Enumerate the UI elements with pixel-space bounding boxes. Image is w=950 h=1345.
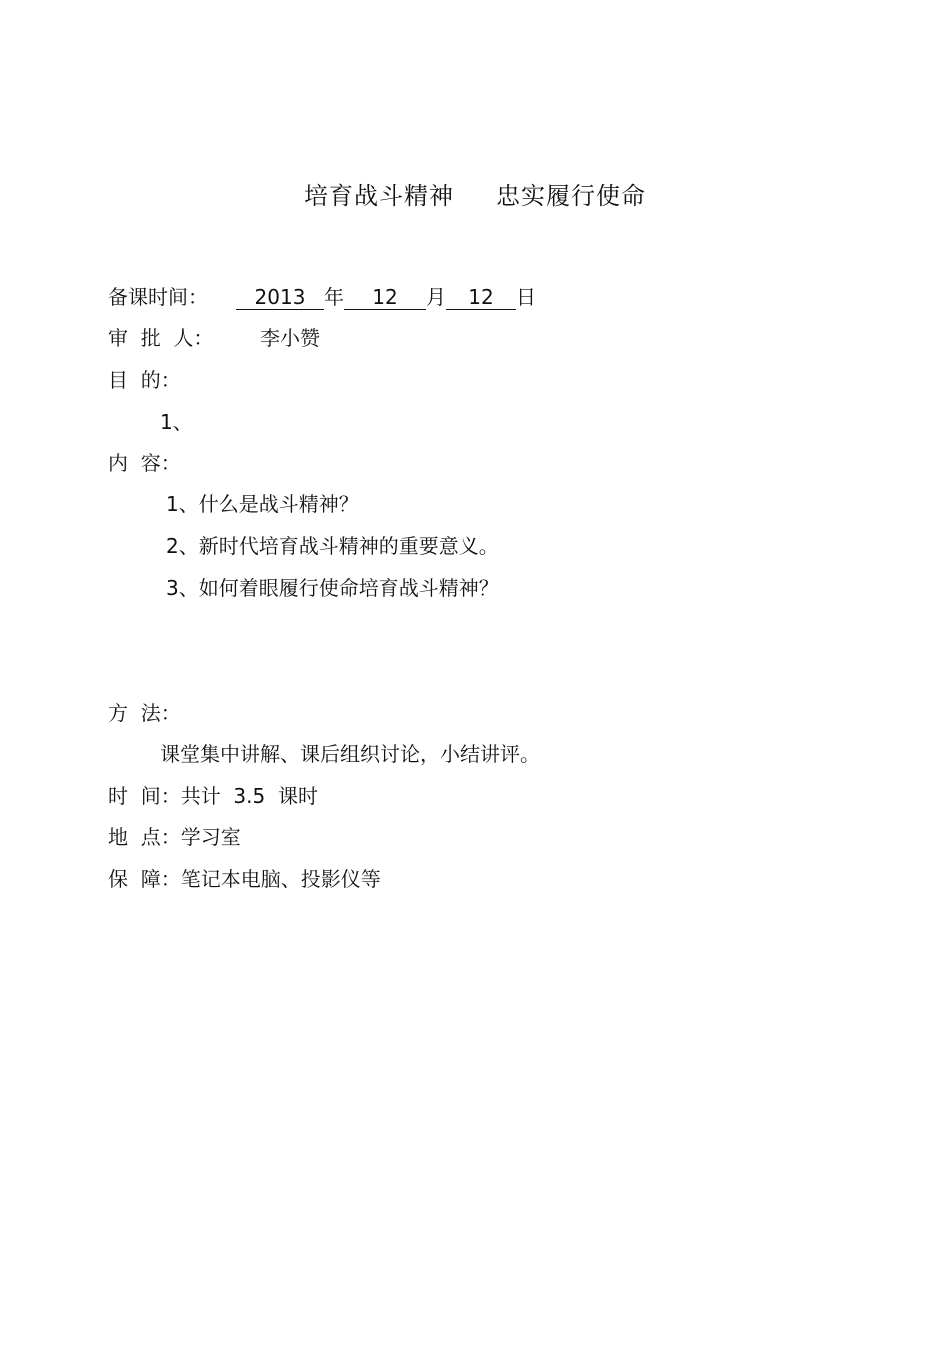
document-title <box>0 176 950 211</box>
support-row <box>108 865 381 893</box>
approver-value: 李小赞 <box>260 326 320 350</box>
purpose-item: 1、 <box>160 410 193 434</box>
time-value: 共计 3.5 课时 <box>180 784 318 808</box>
time-label: 时 间： <box>108 784 181 808</box>
prep-day-unit: 日 <box>516 285 536 309</box>
prep-month-field: 12 <box>344 285 426 310</box>
purpose-label: 目 的： <box>108 368 181 392</box>
prep-year-unit: 年 <box>324 285 344 309</box>
place-value: 学习室 <box>180 825 241 849</box>
prep-month-unit: 月 <box>426 285 446 309</box>
method-value: 课堂集中讲解、课后组织讨论，小结讲评。 <box>160 742 540 766</box>
prep-year-field: 2013 <box>236 285 324 310</box>
content-item-1: 1、什么是战斗精神？ <box>166 492 359 516</box>
approver-row <box>108 324 320 352</box>
title-right: 忠实履行使命 <box>496 182 646 210</box>
content-label: 内 容： <box>108 451 181 475</box>
approver-label: 审 批 人： <box>108 326 214 350</box>
method-label: 方 法： <box>108 701 181 725</box>
support-label: 保 障： <box>108 867 181 891</box>
prep-day-field: 12 <box>446 285 516 310</box>
place-row <box>108 823 241 851</box>
support-value: 笔记本电脑、投影仪等 <box>180 867 381 891</box>
content-item-3: 3、如何着眼履行使命培育战斗精神？ <box>166 576 499 600</box>
prep-time-row <box>108 283 536 311</box>
place-label: 地 点： <box>108 825 181 849</box>
content-item-2: 2、新时代培育战斗精神的重要意义。 <box>166 534 499 558</box>
prep-time-label: 备课时间： <box>108 285 208 309</box>
time-row <box>108 782 318 810</box>
title-left: 培育战斗精神 <box>304 182 454 210</box>
